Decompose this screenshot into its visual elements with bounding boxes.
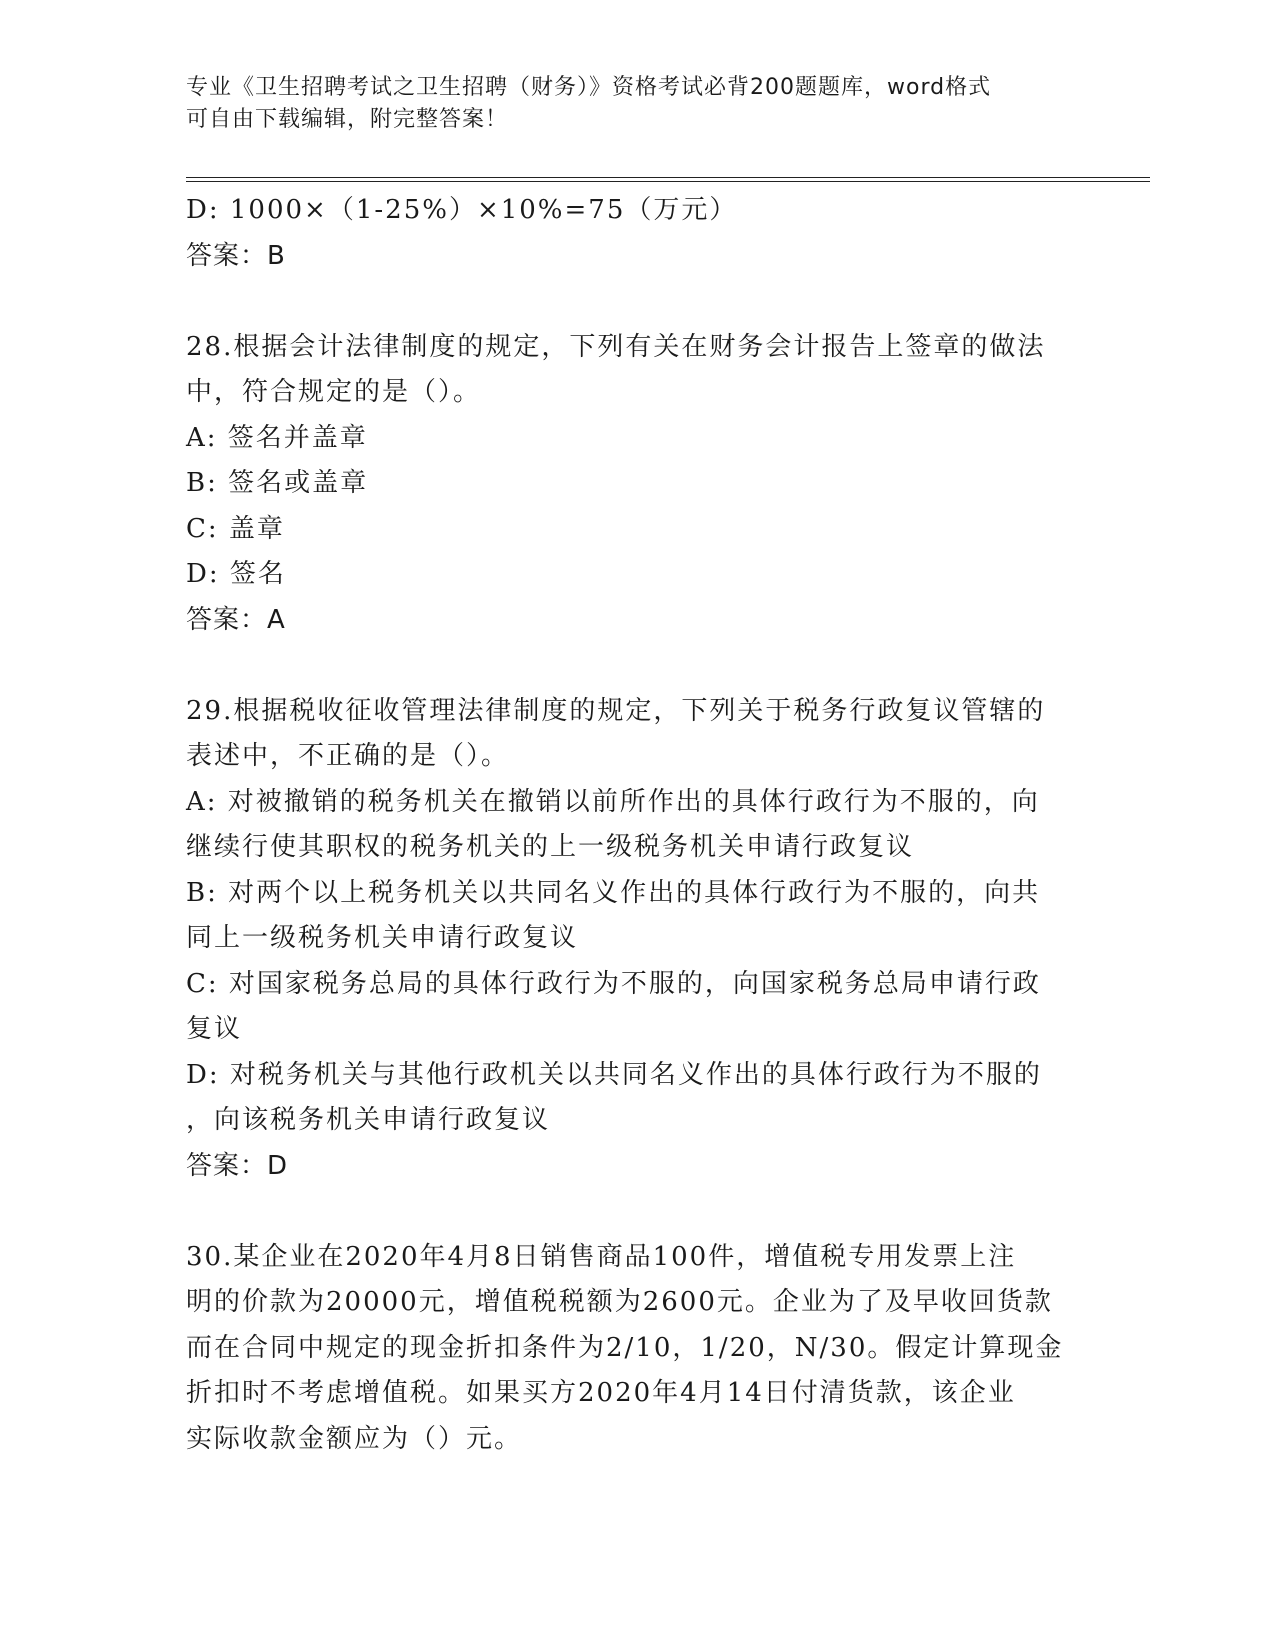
header-line-1: 专业《卫生招聘考试之卫生招聘（财务）》资格考试必背200题题库，word格式 [186, 75, 992, 100]
q29-answer: 答案：D [186, 1150, 289, 1181]
header-line-2: 可自由下载编辑，附完整答案！ [186, 107, 509, 132]
spacer [186, 643, 1066, 689]
q28-option-b: B: 签名或盖章 [186, 468, 369, 498]
q29-option-d-line-2: ，向该税务机关申请行政复议 [186, 1105, 551, 1135]
header-rule-top [186, 177, 1150, 178]
q27-answer: 答案：B [186, 240, 286, 271]
q29-option-a-line-2: 继续行使其职权的税务机关的上一级税务机关申请行政复议 [186, 832, 915, 862]
q28-stem-line-2: 中，符合规定的是（）。 [186, 377, 482, 407]
q30-stem-line-4: 折扣时不考虑增值税。如果买方2020年4月14日付清货款，该企业 [186, 1378, 1016, 1408]
q29-option-c-line-2: 复议 [186, 1014, 243, 1044]
q30-stem-line-1: 30.某企业在2020年4月8日销售商品100件，增值税专用发票上注 [186, 1241, 1017, 1272]
q30-stem-line-2: 明的价款为20000元，增值税税额为2600元。企业为了及早收回货款 [186, 1287, 1053, 1317]
question-content [186, 188, 1066, 1462]
spacer [186, 279, 1066, 325]
q27-option-d: D: 1000×（1-25%）×10%=75（万元） [186, 195, 738, 225]
q28-option-d: D: 签名 [186, 559, 286, 589]
page-header [186, 72, 1066, 136]
q29-option-c-line-1: C: 对国家税务总局的具体行政行为不服的，向国家税务总局申请行政 [186, 968, 1041, 999]
q30-stem-line-5: 实际收款金额应为（）元。 [186, 1423, 523, 1454]
q29-option-d-line-1: D: 对税务机关与其他行政机关以共同名义作出的具体行政行为不服的 [186, 1059, 1042, 1090]
q29-stem-line-1: 29.根据税收征收管理法律制度的规定，下列关于税务行政复议管辖的 [186, 695, 1046, 726]
q29-option-b-line-2: 同上一级税务机关申请行政复议 [186, 923, 579, 953]
q28-option-c: C: 盖章 [186, 513, 285, 544]
q28-stem-line-1: 28.根据会计法律制度的规定，下列有关在财务会计报告上签章的做法 [186, 331, 1046, 362]
q28-option-a: A: 签名并盖章 [186, 422, 368, 453]
q30-stem-line-3: 而在合同中规定的现金折扣条件为2/10，1/20，N/30。假定计算现金 [186, 1332, 1064, 1363]
header-rule-bottom [186, 181, 1150, 182]
q29-option-b-line-1: B: 对两个以上税务机关以共同名义作出的具体行政行为不服的，向共 [186, 877, 1041, 908]
q28-answer: 答案：A [186, 604, 286, 635]
q29-stem-line-2: 表述中，不正确的是（）。 [186, 741, 510, 771]
spacer [186, 1189, 1066, 1235]
q29-option-a-line-1: A: 对被撤销的税务机关在撤销以前所作出的具体行政行为不服的，向 [186, 786, 1040, 817]
